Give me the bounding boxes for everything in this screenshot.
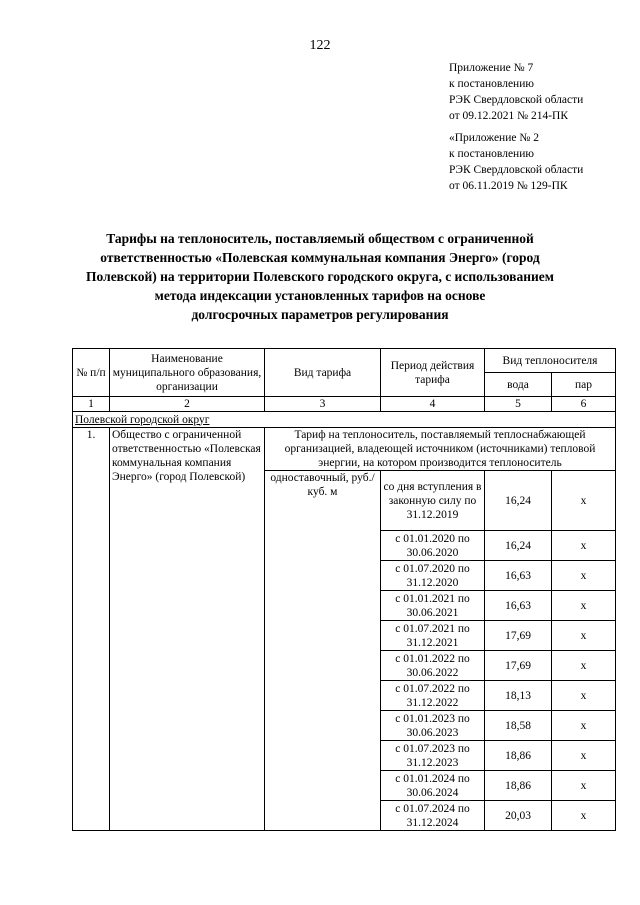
steam-tariff-cell: х — [552, 561, 616, 591]
water-tariff-cell: 18,58 — [485, 711, 552, 741]
appendix-line: от 06.11.2019 № 129-ПК — [449, 180, 568, 192]
row-number: 1. — [73, 428, 110, 831]
appendix-line: «Приложение № 2 — [449, 132, 539, 144]
tariff-kind: одноставочный, руб./куб. м — [265, 471, 381, 831]
column-number: 3 — [265, 397, 381, 412]
period-cell: со дня вступления в законную силу по 31.12.2019 — [381, 471, 485, 531]
steam-tariff-cell: х — [552, 711, 616, 741]
tariff-description: Тариф на теплоноситель, поставляемый теплоснабжающей организацией, владеющей источником (источниками) тепловой энергии, на котором производится теплоноситель — [265, 428, 616, 471]
column-number-row — [73, 397, 616, 412]
period-cell: с 01.01.2021 по 30.06.2021 — [381, 591, 485, 621]
water-tariff-cell: 17,69 — [485, 651, 552, 681]
tariff-description-row — [73, 428, 616, 471]
period-cell: с 01.01.2023 по 30.06.2023 — [381, 711, 485, 741]
title-line: Полевской) на территории Полевского городского округа, с использованием — [86, 269, 554, 284]
period-cell: с 01.01.2022 по 30.06.2022 — [381, 651, 485, 681]
appendix-line: РЭК Свердловской области — [449, 164, 584, 176]
appendix-line: РЭК Свердловской области — [449, 94, 584, 106]
period-cell: с 01.07.2022 по 31.12.2022 — [381, 681, 485, 711]
steam-tariff-cell: х — [552, 741, 616, 771]
steam-tariff-cell: х — [552, 801, 616, 831]
appendix-line: Приложение № 7 — [449, 62, 534, 74]
column-number: 2 — [110, 397, 265, 412]
column-number: 5 — [485, 397, 552, 412]
period-cell: с 01.07.2023 по 31.12.2023 — [381, 741, 485, 771]
water-tariff-cell: 18,13 — [485, 681, 552, 711]
appendix-line: к постановлению — [449, 78, 534, 90]
header-steam: пар — [552, 373, 616, 397]
water-tariff-cell: 16,63 — [485, 561, 552, 591]
water-tariff-cell: 17,69 — [485, 621, 552, 651]
water-tariff-cell: 16,63 — [485, 591, 552, 621]
steam-tariff-cell: х — [552, 471, 616, 531]
district-name: Полевской городской округ — [73, 412, 616, 428]
period-cell: с 01.07.2024 по 31.12.2024 — [381, 801, 485, 831]
page-number: 122 — [309, 38, 331, 53]
title-line: Тарифы на теплоноситель, поставляемый обществом с ограниченной — [106, 231, 534, 246]
header-heat-carrier: Вид теплоносителя — [485, 349, 616, 373]
period-cell: с 01.01.2024 по 30.06.2024 — [381, 771, 485, 801]
header-tariff-type: Вид тарифа — [265, 349, 381, 397]
water-tariff-cell: 18,86 — [485, 771, 552, 801]
document-title — [60, 229, 580, 324]
title-line: метода индексации установленных тарифов на основе — [154, 288, 486, 303]
appendix-current — [449, 60, 634, 124]
column-number: 6 — [552, 397, 616, 412]
organization-name: Общество с ограниченной ответственностью «Полевская коммунальная компания Энерго» (город Полевской) — [110, 428, 265, 831]
header-water: вода — [485, 373, 552, 397]
column-number: 1 — [73, 397, 110, 412]
period-cell: с 01.01.2020 по 30.06.2020 — [381, 531, 485, 561]
steam-tariff-cell: х — [552, 621, 616, 651]
steam-tariff-cell: х — [552, 681, 616, 711]
water-tariff-cell: 18,86 — [485, 741, 552, 771]
steam-tariff-cell: х — [552, 771, 616, 801]
steam-tariff-cell: х — [552, 531, 616, 561]
appendix-line: от 09.12.2021 № 214-ПК — [449, 110, 569, 122]
header-organization: Наименование муниципального образования, организации — [110, 349, 265, 397]
water-tariff-cell: 16,24 — [485, 471, 552, 531]
period-cell: с 01.07.2021 по 31.12.2021 — [381, 621, 485, 651]
water-tariff-cell: 16,24 — [485, 531, 552, 561]
tariff-table — [72, 348, 616, 831]
steam-tariff-cell: х — [552, 591, 616, 621]
header-num: № п/п — [73, 349, 110, 397]
steam-tariff-cell: х — [552, 651, 616, 681]
appendix-previous — [449, 130, 634, 194]
period-cell: с 01.07.2020 по 31.12.2020 — [381, 561, 485, 591]
district-row — [73, 412, 616, 428]
appendix-line: к постановлению — [449, 148, 534, 160]
title-line: долгосрочных параметров регулирования — [191, 307, 449, 322]
title-line: ответственностью «Полевская коммунальная компания Энерго» (город — [100, 250, 540, 265]
header-period: Период действия тарифа — [381, 349, 485, 397]
water-tariff-cell: 20,03 — [485, 801, 552, 831]
column-number: 4 — [381, 397, 485, 412]
